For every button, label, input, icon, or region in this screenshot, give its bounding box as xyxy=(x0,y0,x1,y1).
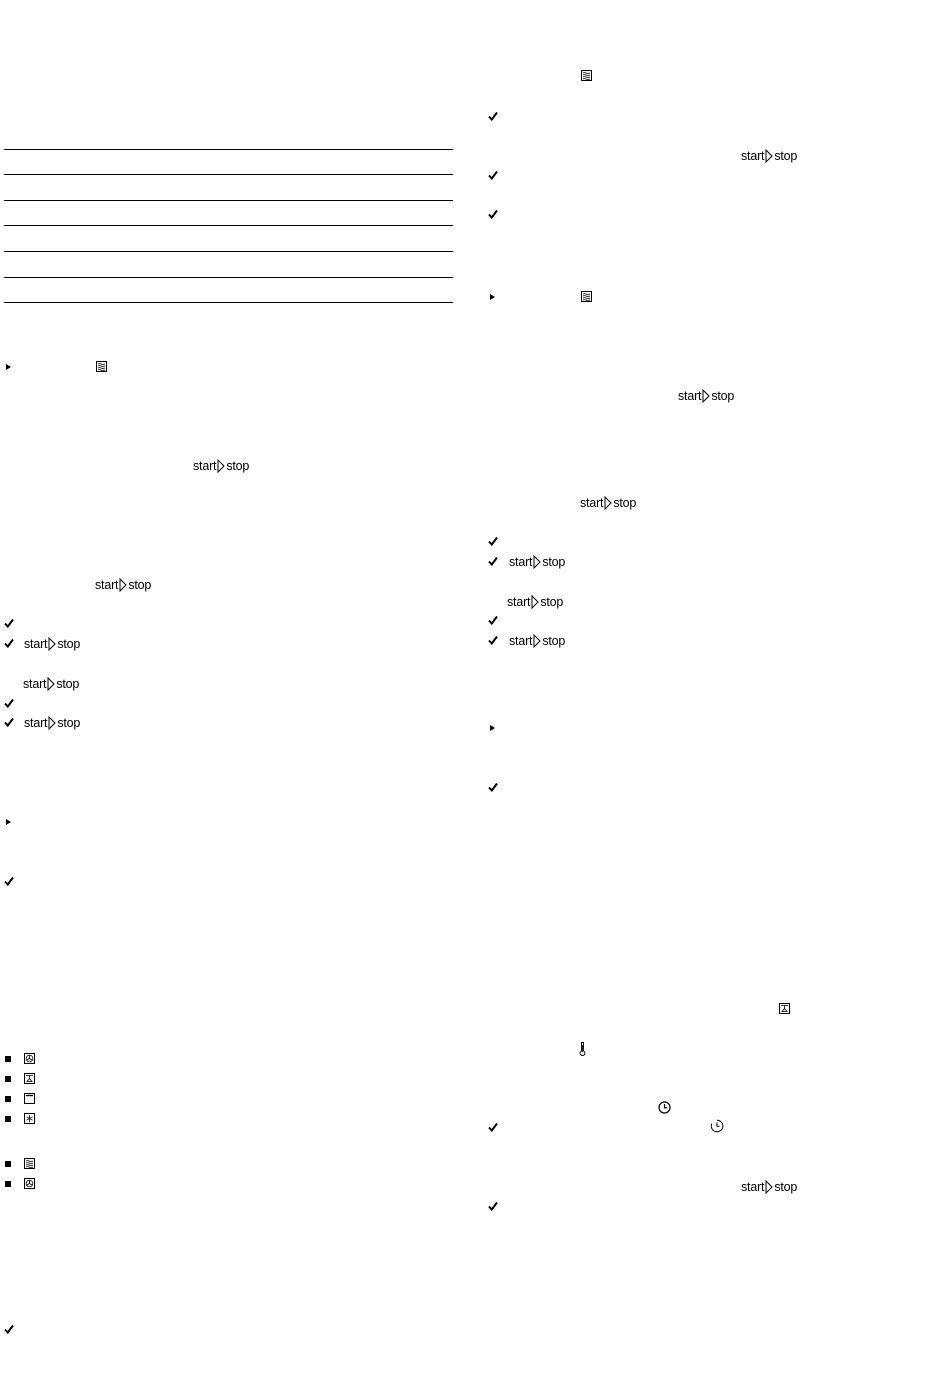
checkmark-icon xyxy=(4,876,14,886)
table-rule xyxy=(4,149,453,150)
play-icon xyxy=(47,677,55,691)
checkmark-icon xyxy=(4,698,14,708)
grill-icon xyxy=(24,1073,35,1084)
microwave-icon xyxy=(96,361,107,372)
table-rule xyxy=(4,251,453,252)
table-rule xyxy=(4,225,453,226)
play-icon xyxy=(217,459,225,473)
play-icon xyxy=(533,555,541,569)
triangle-right-icon xyxy=(490,725,495,731)
microwave-icon xyxy=(581,70,592,81)
play-icon xyxy=(604,496,612,510)
start-stop-label: start stop xyxy=(24,637,81,651)
start-stop-label: start stop xyxy=(509,634,566,648)
checkmark-icon xyxy=(488,209,498,219)
grill-icon xyxy=(779,1003,790,1014)
thermometer-icon xyxy=(579,1041,586,1056)
microwave-icon xyxy=(24,1158,35,1169)
checkmark-icon xyxy=(488,615,498,625)
table-rule xyxy=(4,302,453,303)
play-icon xyxy=(531,595,539,609)
square-bullet-icon xyxy=(5,1116,11,1122)
checkmark-icon xyxy=(4,1324,14,1334)
checkmark-icon xyxy=(4,638,14,648)
table-rule xyxy=(4,277,453,278)
triangle-right-icon xyxy=(490,294,495,300)
play-icon xyxy=(48,716,56,730)
start-stop-label: start stop xyxy=(741,149,798,163)
checkmark-icon xyxy=(4,717,14,727)
timer-icon xyxy=(710,1119,724,1133)
fan-icon xyxy=(24,1178,35,1189)
play-icon xyxy=(119,578,127,592)
triangle-right-icon xyxy=(6,364,11,370)
checkmark-icon xyxy=(488,782,498,792)
start-stop-label: start stop xyxy=(580,496,637,510)
start-stop-label: start stop xyxy=(95,578,152,592)
square-bullet-icon xyxy=(5,1076,11,1082)
start-stop-label: start stop xyxy=(507,595,564,609)
table-rule xyxy=(4,200,453,201)
start-stop-label: start stop xyxy=(193,459,250,473)
checkmark-icon xyxy=(488,111,498,121)
checkmark-icon xyxy=(488,635,498,645)
table-rule xyxy=(4,174,453,175)
checkmark-icon xyxy=(488,536,498,546)
defrost-icon xyxy=(24,1113,35,1124)
checkmark-icon xyxy=(488,1122,498,1132)
fan-icon xyxy=(24,1053,35,1064)
square-bullet-icon xyxy=(5,1056,11,1062)
start-stop-label: start stop xyxy=(509,555,566,569)
start-stop-label: start stop xyxy=(24,716,81,730)
checkmark-icon xyxy=(4,618,14,628)
play-icon xyxy=(533,634,541,648)
play-icon xyxy=(765,1180,773,1194)
play-icon xyxy=(765,149,773,163)
checkmark-icon xyxy=(488,556,498,566)
microwave-icon xyxy=(581,291,592,302)
square-bullet-icon xyxy=(5,1181,11,1187)
triangle-right-icon xyxy=(6,819,11,825)
play-icon xyxy=(48,637,56,651)
play-icon xyxy=(702,389,710,403)
start-stop-label: start stop xyxy=(23,677,80,691)
start-stop-label: start stop xyxy=(741,1180,798,1194)
checkmark-icon xyxy=(488,170,498,180)
checkmark-icon xyxy=(488,1201,498,1211)
clock-icon xyxy=(658,1101,671,1114)
top-heat-icon xyxy=(24,1093,35,1104)
square-bullet-icon xyxy=(5,1161,11,1167)
square-bullet-icon xyxy=(5,1096,11,1102)
start-stop-label: start stop xyxy=(678,389,735,403)
